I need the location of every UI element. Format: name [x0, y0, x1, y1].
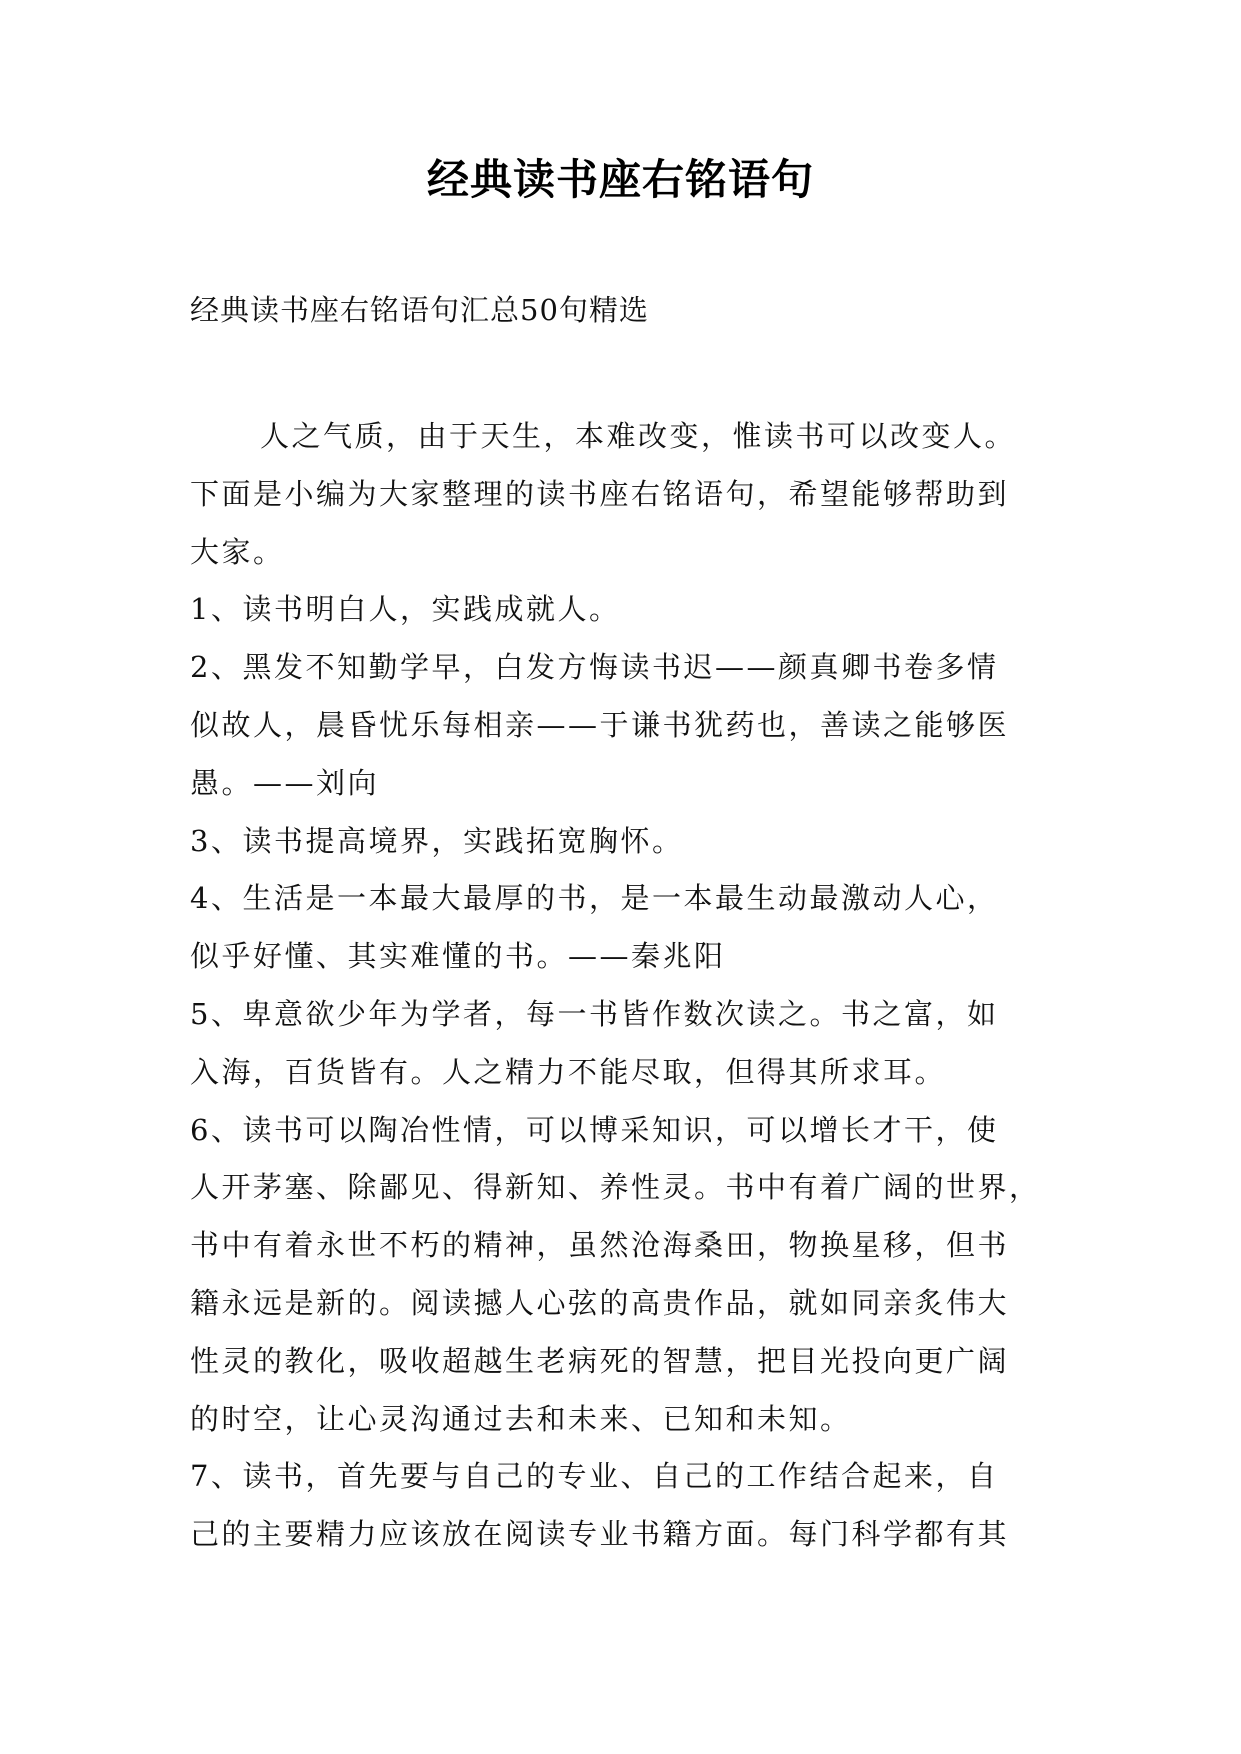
text-line: 4、生活是一本最大最厚的书，是一本最生动最激动人心，	[190, 881, 999, 916]
text-line: 己的主要精力应该放在阅读专业书籍方面。每门科学都有其	[190, 1517, 1010, 1552]
text-line: 5、卑意欲少年为学者，每一书皆作数次读之。书之富，如	[190, 996, 999, 1031]
text-line: 籍永远是新的。阅读撼人心弦的高贵作品，就如同亲炙伟大	[190, 1285, 1010, 1320]
text-line: 的时空，让心灵沟通过去和未来、已知和未知。	[190, 1401, 852, 1436]
text-line: 入海，百货皆有。人之精力不能尽取，但得其所求耳。	[190, 1054, 947, 1089]
text-line: 人开茅塞、除鄙见、得新知、养性灵。书中有着广阔的世界，	[190, 1170, 1041, 1205]
text-line: 性灵的教化，吸收超越生老病死的智慧，把目光投向更广阔	[190, 1343, 1010, 1378]
document-body	[190, 408, 1070, 1564]
text-line: 下面是小编为大家整理的读书座右铭语句，希望能够帮助到	[190, 476, 1010, 511]
text-line: 3、读书提高境界，实践拓宽胸怀。	[190, 823, 684, 858]
text-line: 似故人，晨昏忧乐每相亲——于谦书犹药也，善读之能够医	[190, 707, 1010, 742]
text-line: 书中有着永世不朽的精神，虽然沧海桑田，物换星移，但书	[190, 1228, 1010, 1263]
text-line: 人之气质，由于天生，本难改变，惟读书可以改变人。	[260, 419, 1017, 453]
document-subtitle: 经典读书座右铭语句汇总50句精选	[190, 293, 649, 327]
text-line: 1、读书明白人，实践成就人。	[190, 592, 621, 627]
text-line: 6、读书可以陶冶性情，可以博采知识，可以增长才干，使	[190, 1112, 999, 1147]
text-line: 似乎好懂、其实难懂的书。——秦兆阳	[190, 939, 726, 974]
page-title: 经典读书座右铭语句	[426, 155, 814, 204]
text-line: 2、黑发不知勤学早，白发方悔读书迟——颜真卿书卷多情	[190, 650, 999, 685]
text-line: 大家。	[190, 534, 285, 569]
text-line: 7、读书，首先要与自己的专业、自己的工作结合起来，自	[190, 1459, 999, 1494]
text-line: 愚。——刘向	[190, 765, 380, 800]
